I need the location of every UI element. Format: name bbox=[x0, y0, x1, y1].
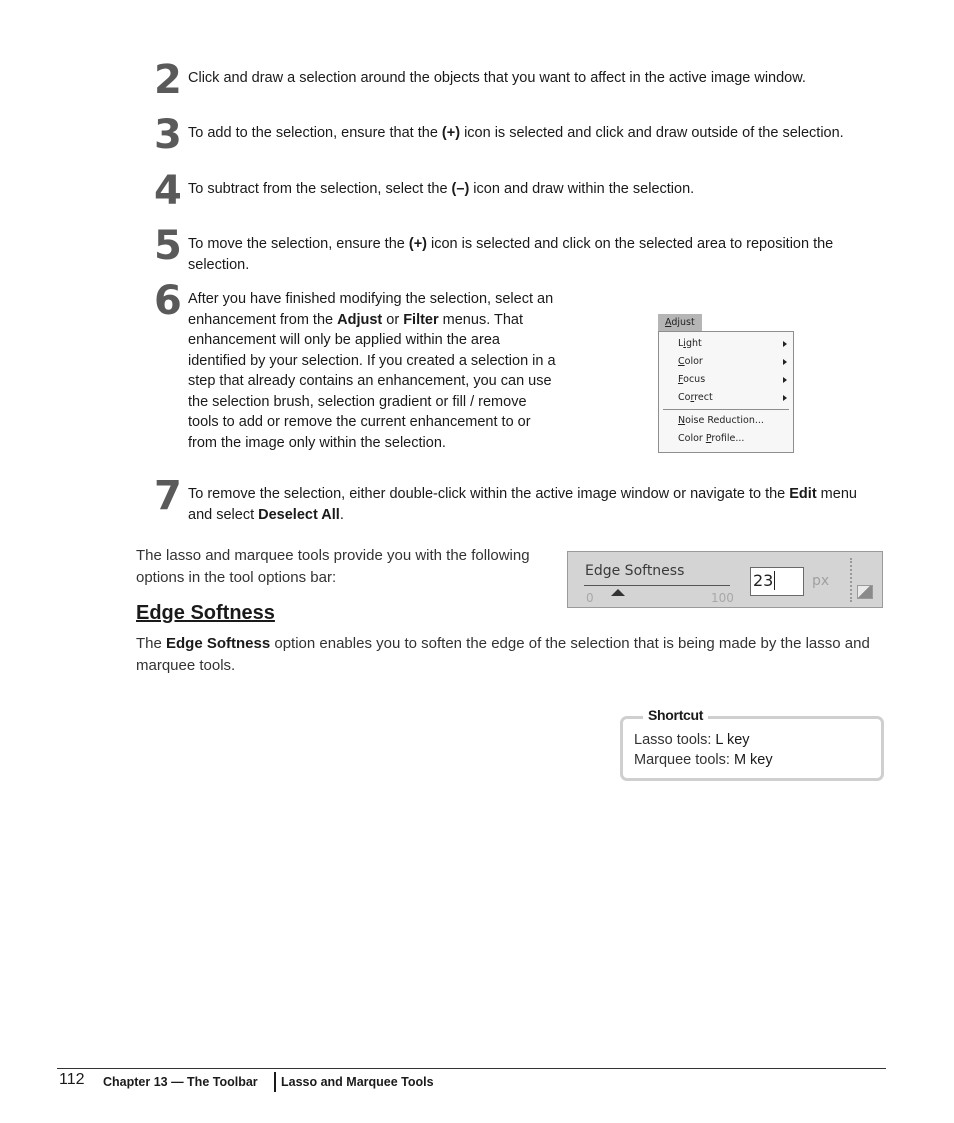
step-number: 6 bbox=[154, 278, 180, 324]
menu-title-adjust[interactable]: Adjust bbox=[658, 314, 702, 331]
edge-softness-slider-thumb[interactable] bbox=[611, 589, 625, 596]
shortcut-title: Shortcut bbox=[643, 707, 708, 723]
toolbar-divider bbox=[850, 558, 852, 602]
step-number: 2 bbox=[154, 57, 180, 103]
step-text: To remove the selection, either double-click within the active image window or navigate to the Edit menu and select Deselect All. bbox=[188, 486, 857, 523]
page-number: 112 bbox=[59, 1071, 85, 1088]
step-text: After you have finished modifying the selection, select an enhancement from the Adjust or Filter menus. That enhancement will only be applied within the area identified by your selection. If you created a selection in a step that already contains an enhancement, you can use the selection brush, selection gradient or fill / remove tools to add or remove the current enhancement to or from the image only within the selection. bbox=[188, 291, 556, 451]
step-number: 4 bbox=[154, 168, 180, 214]
edge-softness-slider-track[interactable] bbox=[584, 585, 730, 586]
footer-chapter: Chapter 13 — The Toolbar bbox=[103, 1075, 258, 1089]
footer-section: Lasso and Marquee Tools bbox=[281, 1075, 434, 1089]
step-text: To move the selection, ensure the (+) icon is selected and click on the selected area to reposition the selection. bbox=[188, 236, 834, 273]
menu-item-focus[interactable]: Focus bbox=[659, 371, 793, 389]
slider-min-label: 0 bbox=[586, 591, 594, 605]
resize-grip-icon[interactable] bbox=[857, 585, 873, 599]
slider-max-label: 100 bbox=[711, 591, 734, 605]
section-body: The Edge Softness option enables you to soften the edge of the selection that is being made by the lasso and marquee tools. bbox=[136, 635, 870, 674]
footer-separator bbox=[274, 1072, 276, 1092]
submenu-arrow-icon bbox=[783, 395, 787, 401]
step-text: To subtract from the selection, select the (–) icon and draw within the selection. bbox=[188, 181, 695, 197]
menu-item-color-profile[interactable]: Color Profile... bbox=[678, 433, 745, 444]
menu-item-light[interactable]: Light bbox=[659, 335, 793, 353]
menu-dropdown bbox=[658, 331, 794, 453]
menu-item-color[interactable]: Color bbox=[659, 353, 793, 371]
step-text: Click and draw a selection around the objects that you want to affect in the active image window. bbox=[188, 70, 806, 86]
menu-item-noise-reduction[interactable]: Noise Reduction... bbox=[678, 415, 764, 426]
edge-softness-toolbar bbox=[567, 551, 883, 608]
menu-item-correct[interactable]: Correct bbox=[659, 389, 793, 407]
submenu-arrow-icon bbox=[783, 377, 787, 383]
step-text: To add to the selection, ensure that the (+) icon is selected and click and draw outside of the selection. bbox=[188, 125, 844, 141]
menu-separator bbox=[663, 409, 789, 410]
submenu-arrow-icon bbox=[783, 359, 787, 365]
shortcut-box bbox=[620, 707, 884, 781]
edge-softness-label: Edge Softness bbox=[585, 563, 685, 579]
edge-softness-unit: px bbox=[812, 573, 830, 589]
shortcut-lasso: Lasso tools: L key bbox=[634, 732, 750, 748]
step-number: 3 bbox=[154, 112, 180, 158]
shortcut-marquee: Marquee tools: M key bbox=[634, 752, 773, 768]
step-number: 5 bbox=[154, 223, 180, 269]
intro-paragraph: The lasso and marquee tools provide you with the following options in the tool options bar: bbox=[136, 547, 530, 586]
step-number: 7 bbox=[154, 473, 180, 519]
adjust-menu bbox=[658, 312, 794, 453]
submenu-arrow-icon bbox=[783, 341, 787, 347]
edge-softness-input[interactable]: 23 bbox=[750, 567, 804, 596]
section-heading: Edge Softness bbox=[136, 602, 275, 624]
footer-rule bbox=[57, 1068, 886, 1069]
